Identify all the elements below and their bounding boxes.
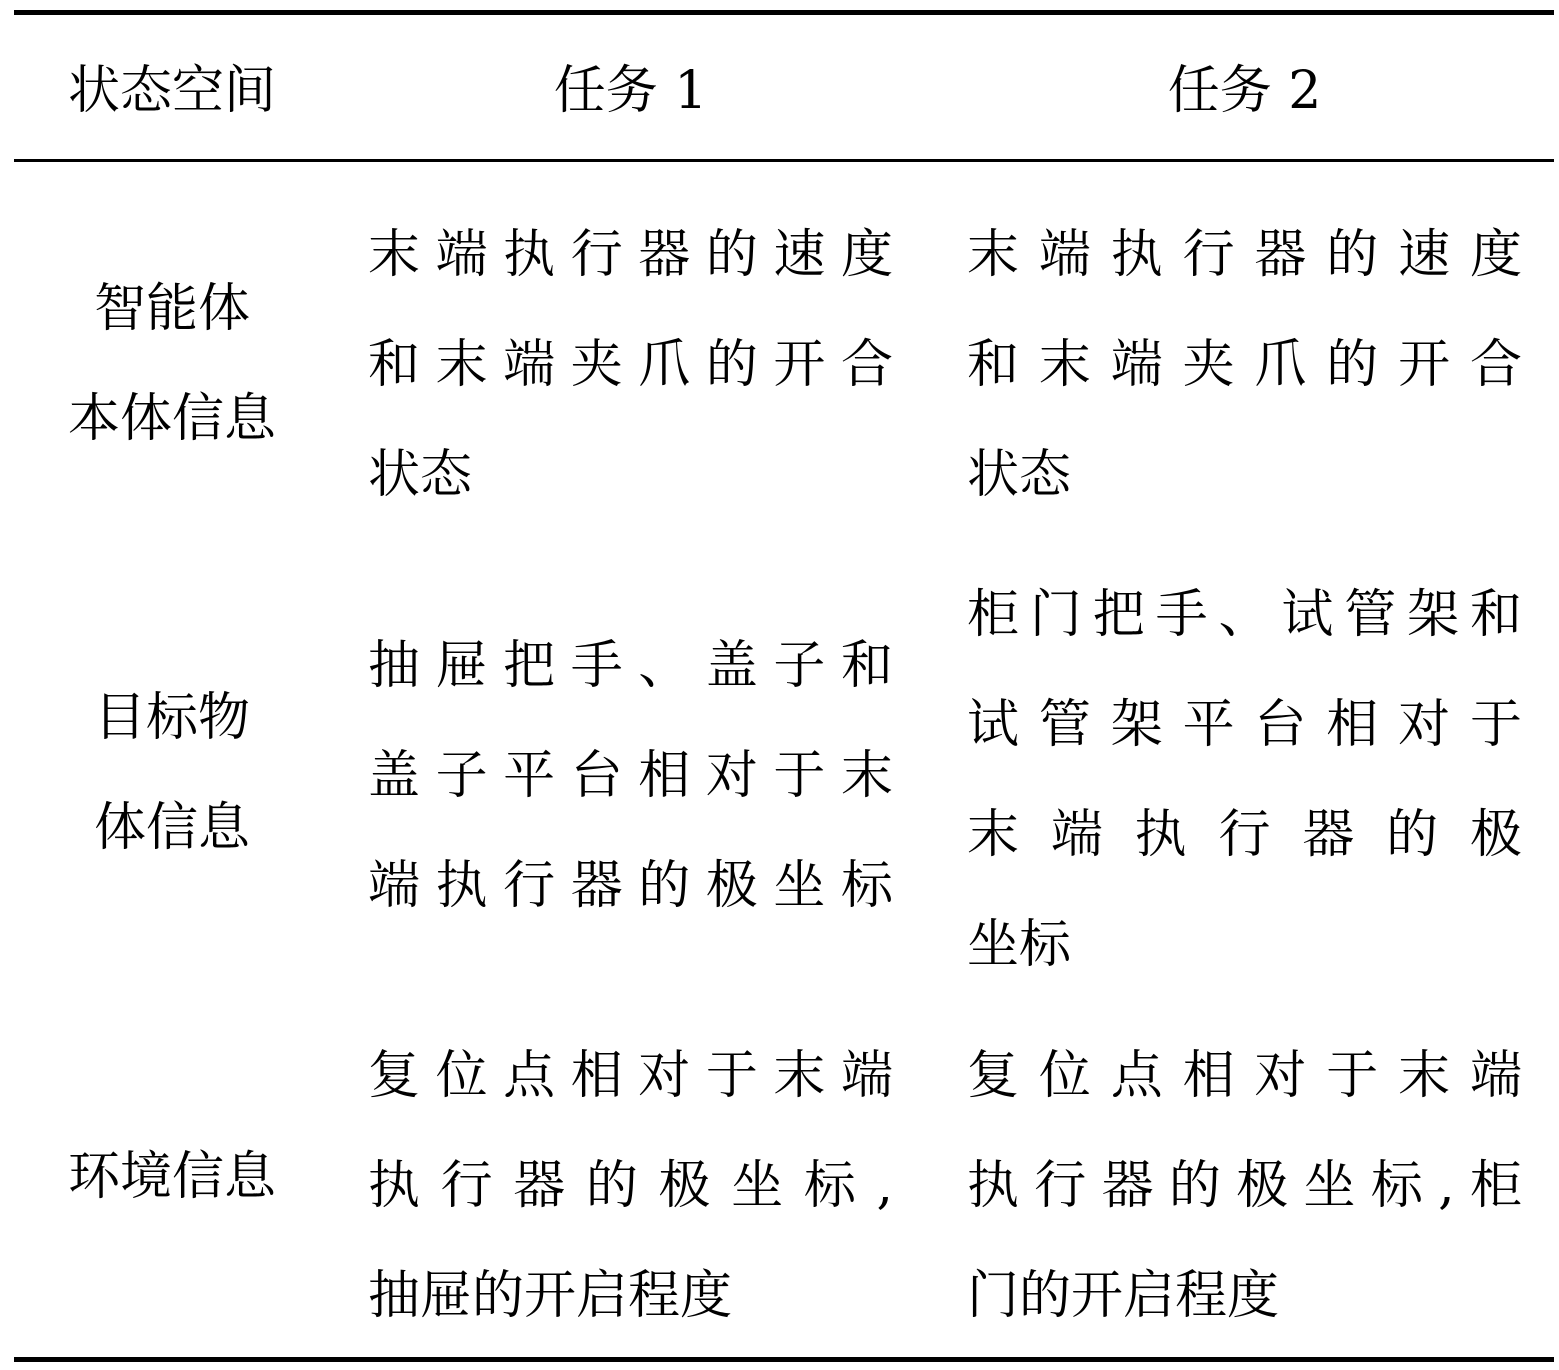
header-task-1: 任务 1 bbox=[553, 61, 708, 121]
row-label-environment-info: 环境信息 bbox=[67, 1147, 276, 1207]
row1-task1-cell: 末端执行器的速度 和末端夹爪的开合 状态 bbox=[368, 225, 893, 505]
row2-task2-cell: 柜门把手、试管架和 试管架平台相对于 末端执行器的极 坐标 bbox=[967, 585, 1522, 975]
row2-task1-cell: 抽屉把手、盖子和 盖子平台相对于末 端执行器的极坐标 bbox=[368, 636, 893, 916]
row-label-agent-info: 智能体 本体信息 bbox=[67, 279, 276, 449]
header-task-2: 任务 2 bbox=[1167, 61, 1322, 121]
table-bottom-rule bbox=[14, 1357, 1554, 1362]
table-header-rule bbox=[14, 159, 1554, 162]
row-label-target-info: 目标物 体信息 bbox=[93, 688, 250, 858]
header-state-space: 状态空间 bbox=[67, 61, 276, 121]
row3-task2-cell: 复位点相对于末端 执行器的极坐标,柜 门的开启程度 bbox=[967, 1046, 1522, 1326]
row3-task1-cell: 复位点相对于末端 执行器的极坐标, 抽屉的开启程度 bbox=[368, 1046, 893, 1326]
table-top-rule bbox=[14, 10, 1554, 15]
row1-task2-cell: 末端执行器的速度 和末端夹爪的开合 状态 bbox=[967, 225, 1522, 505]
